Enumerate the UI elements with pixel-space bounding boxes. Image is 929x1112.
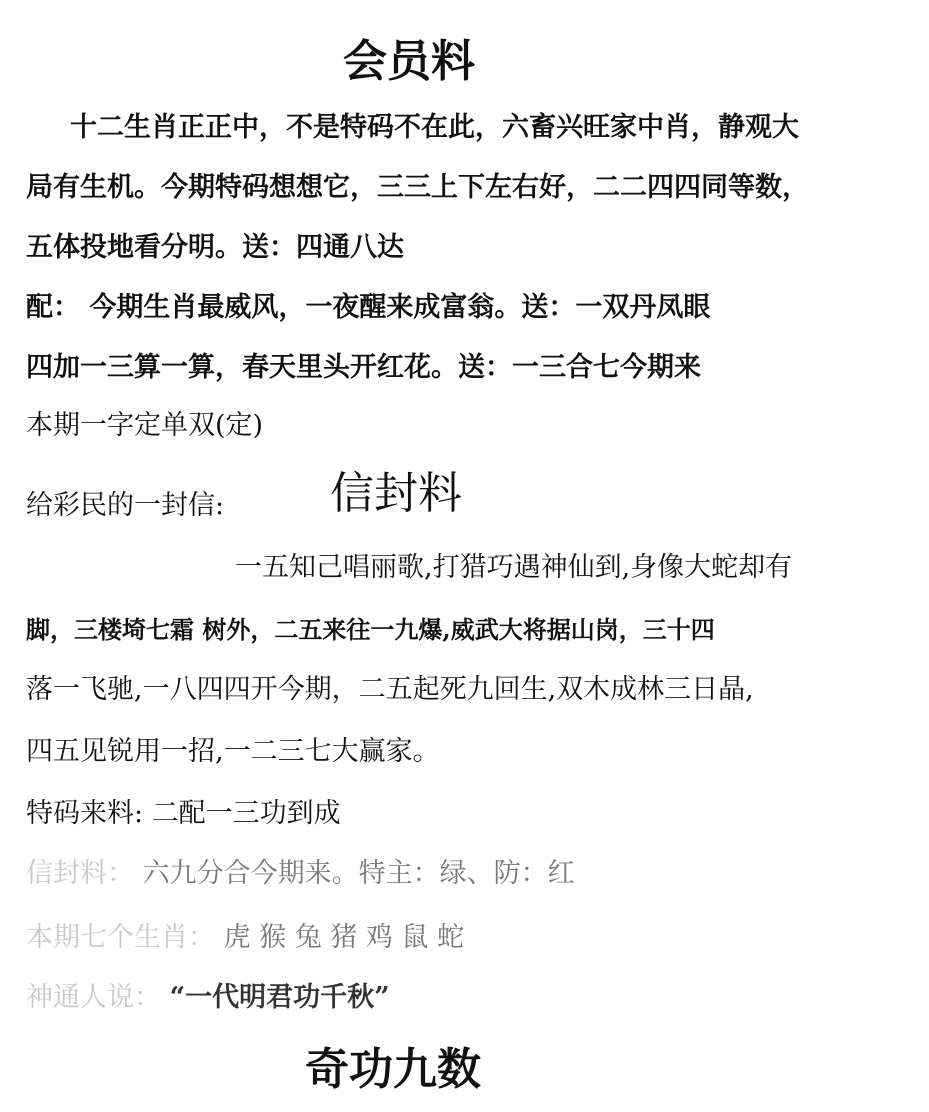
faded-text-3: “一代明君功千秋” bbox=[169, 982, 390, 1013]
faded-line-3 bbox=[26, 980, 390, 1016]
member-line-4: 配： 今期生肖最威风，一夜醒来成富翁。送：一双丹凤眼 bbox=[26, 292, 711, 323]
faded-text-1: 六九分合今期来。特主：绿、防：红 bbox=[142, 858, 575, 889]
faded-line-2 bbox=[26, 920, 464, 956]
letter-special: 特码来料: 二配一三功到成 bbox=[26, 798, 341, 829]
letter-title: 信封料 bbox=[330, 468, 462, 519]
member-line-2: 局有生机。今期特码想想它，三三上下左右好，二二四四同等数， bbox=[26, 172, 809, 203]
letter-line-4: 四五见锐用一招,一二三七大赢家。 bbox=[26, 736, 440, 767]
faded-lead-3: 神通人说： bbox=[26, 982, 161, 1013]
faded-lead-2: 本期七个生肖： bbox=[26, 922, 215, 953]
letter-line-2: 脚，三楼埼七霜 树外，二五来往一九爆,威武大将据山岗，三十四 bbox=[26, 615, 715, 644]
member-title: 会员料 bbox=[343, 36, 475, 87]
faded-lead-1: 信封料： bbox=[26, 858, 134, 889]
member-line-5: 四加一三算一算，春天里头开红花。送：一三合七今期来 bbox=[26, 352, 701, 383]
letter-line-3: 落一飞驰,一八四四开今期，二五起死九回生,双木成林三日晶, bbox=[26, 674, 754, 705]
member-line-6: 本期一字定单双(定) bbox=[26, 410, 264, 441]
letter-line-1: 一五知己唱丽歌,打猎巧遇神仙到,身像大蛇却有 bbox=[235, 552, 793, 583]
member-line-1: 十二生肖正正中，不是特码不在此，六畜兴旺家中肖，静观大 bbox=[70, 112, 799, 143]
faded-line-1 bbox=[26, 856, 575, 892]
letter-intro: 给彩民的一封信: bbox=[26, 490, 225, 521]
member-line-3: 五体投地看分明。送：四通八达 bbox=[26, 232, 404, 263]
faded-text-2: 虎 猴 兔 猪 鸡 鼠 蛇 bbox=[223, 922, 465, 953]
footer-title: 奇功九数 bbox=[305, 1044, 481, 1095]
